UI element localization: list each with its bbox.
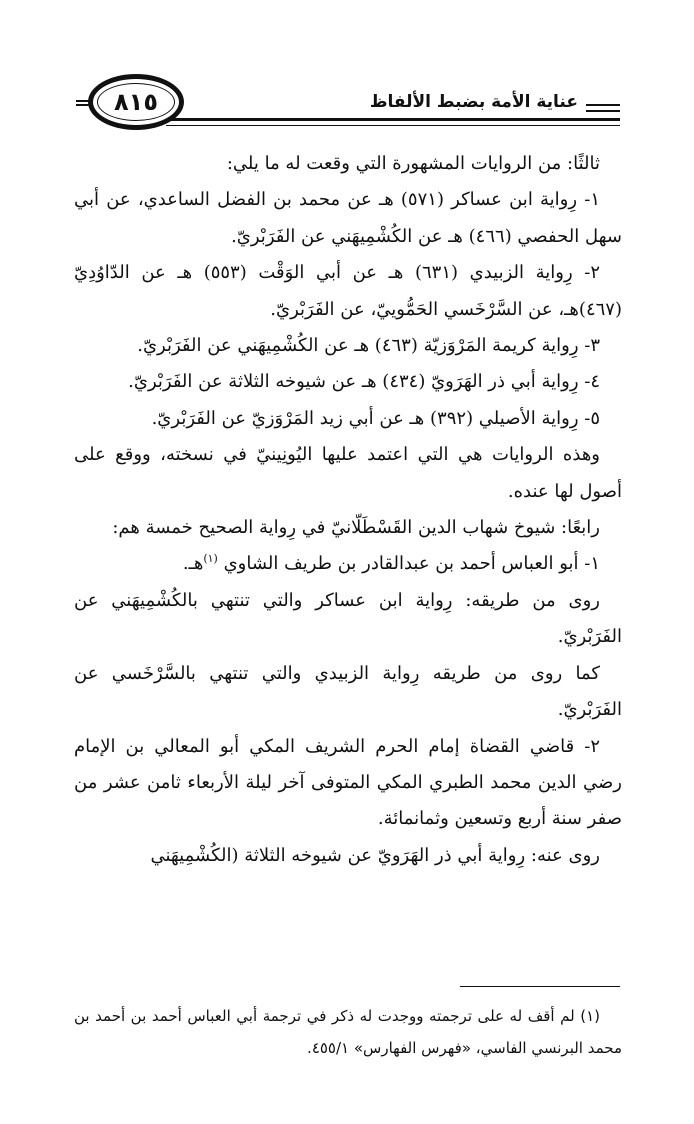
footnote-separator: [460, 986, 620, 987]
paragraph-yunini: وهذه الروايات هي التي اعتمد عليها اليُونِينيّ في نسخته، ووقع على أصول لها عنده.: [74, 444, 622, 502]
paragraph-rawa-3: روى عنه: رِواية أبي ذر الهَرَويّ عن شيوخه الثلاثة (الكُشْمِيهَني: [150, 844, 600, 866]
paragraph-third-heading: ثالثًا: من الروايات المشهورة التي وقعت له ما يلي:: [226, 153, 600, 174]
footnote-reference[interactable]: (١): [203, 552, 218, 566]
paragraph-fourth-heading: رابعًا: شيوخ شهاب الدين القَسْطَلّانيّ في رِواية الصحيح خمسة هم:: [112, 517, 600, 539]
paragraph-riwaya-4: ٤- رِواية أبي ذر الهَرَويّ (٤٣٤) هـ عن شيوخه الثلاثة عن الفَرَبْريّ.: [128, 371, 600, 393]
paragraph-riwaya-3: ٣- رِواية كريمة المَرْوَزيّة (٤٦٣) هـ عن الكُشْمِيهَني عن الفَرَبْريّ.: [137, 335, 600, 357]
footnote-1: (١) لم أقف له على ترجمته ووجدت له ذكر في ترجمة أبي العباس أحمد بن أحمد بن محمد البرنسي الفاسي، «فهرس الفهارس» ٤٥٥/١.: [74, 1007, 622, 1057]
shaykh-1-suffix: هـ.: [182, 553, 204, 575]
footnotes: [74, 1000, 622, 1064]
page-header: [76, 70, 620, 134]
paragraph-shaykh-1: [74, 546, 622, 582]
header-ornament-dash: [586, 104, 620, 112]
page-number: ٨١٥: [114, 88, 158, 116]
paragraph-riwaya-5: ٥- رِواية الأصيلي (٣٩٢) هـ عن أبي زيد المَرْوَزيّ عن الفَرَبْريّ.: [151, 407, 600, 429]
paragraph-riwaya-2: ٢- رِواية الزبيدي (٦٣١) هـ عن أبي الوَقْت (٥٥٣) هـ عن الدّاوُدِيّ (٤٦٧)هـ، عن السَّرْخَسي الحَمُّوييّ، عن الفَرَبْريّ.: [74, 262, 622, 320]
paragraph-rawa-1: روى من طريقه: رِواية ابن عساكر والتي تنتهي بالكُشْمِيهَني عن الفَرَبْريّ.: [74, 589, 622, 648]
page-number-badge: [88, 74, 184, 130]
running-title: عناية الأمة بضبط الألفاظ: [369, 92, 578, 112]
shaykh-1-text: ١- أبو العباس أحمد بن عبدالقادر بن طريف الشاوي: [223, 553, 600, 575]
paragraph-shaykh-2: ٢- قاضي القضاة إمام الحرم الشريف المكي أبو المعالي بن الإمام رضي الدين محمد الطبري المكي المتوفى آخر ليلة الأربعاء ثامن عشر من صفر سنة أربع وتسعين وثمانمائة.: [74, 735, 622, 830]
body-text: [74, 146, 622, 874]
paragraph-riwaya-1: ١- رِواية ابن عساكر (٥٧١) هـ عن محمد بن الفضل الساعدي، عن أبي سهل الحفصي (٤٦٦) هـ عن الكُشْمِيهَني عن الفَرَبْريّ.: [74, 189, 622, 247]
header-rule: [166, 118, 620, 126]
paragraph-rawa-2: كما روى من طريقه رِواية الزبيدي والتي تنتهي بالسَّرْخَسي عن الفَرَبْريّ.: [74, 662, 622, 721]
